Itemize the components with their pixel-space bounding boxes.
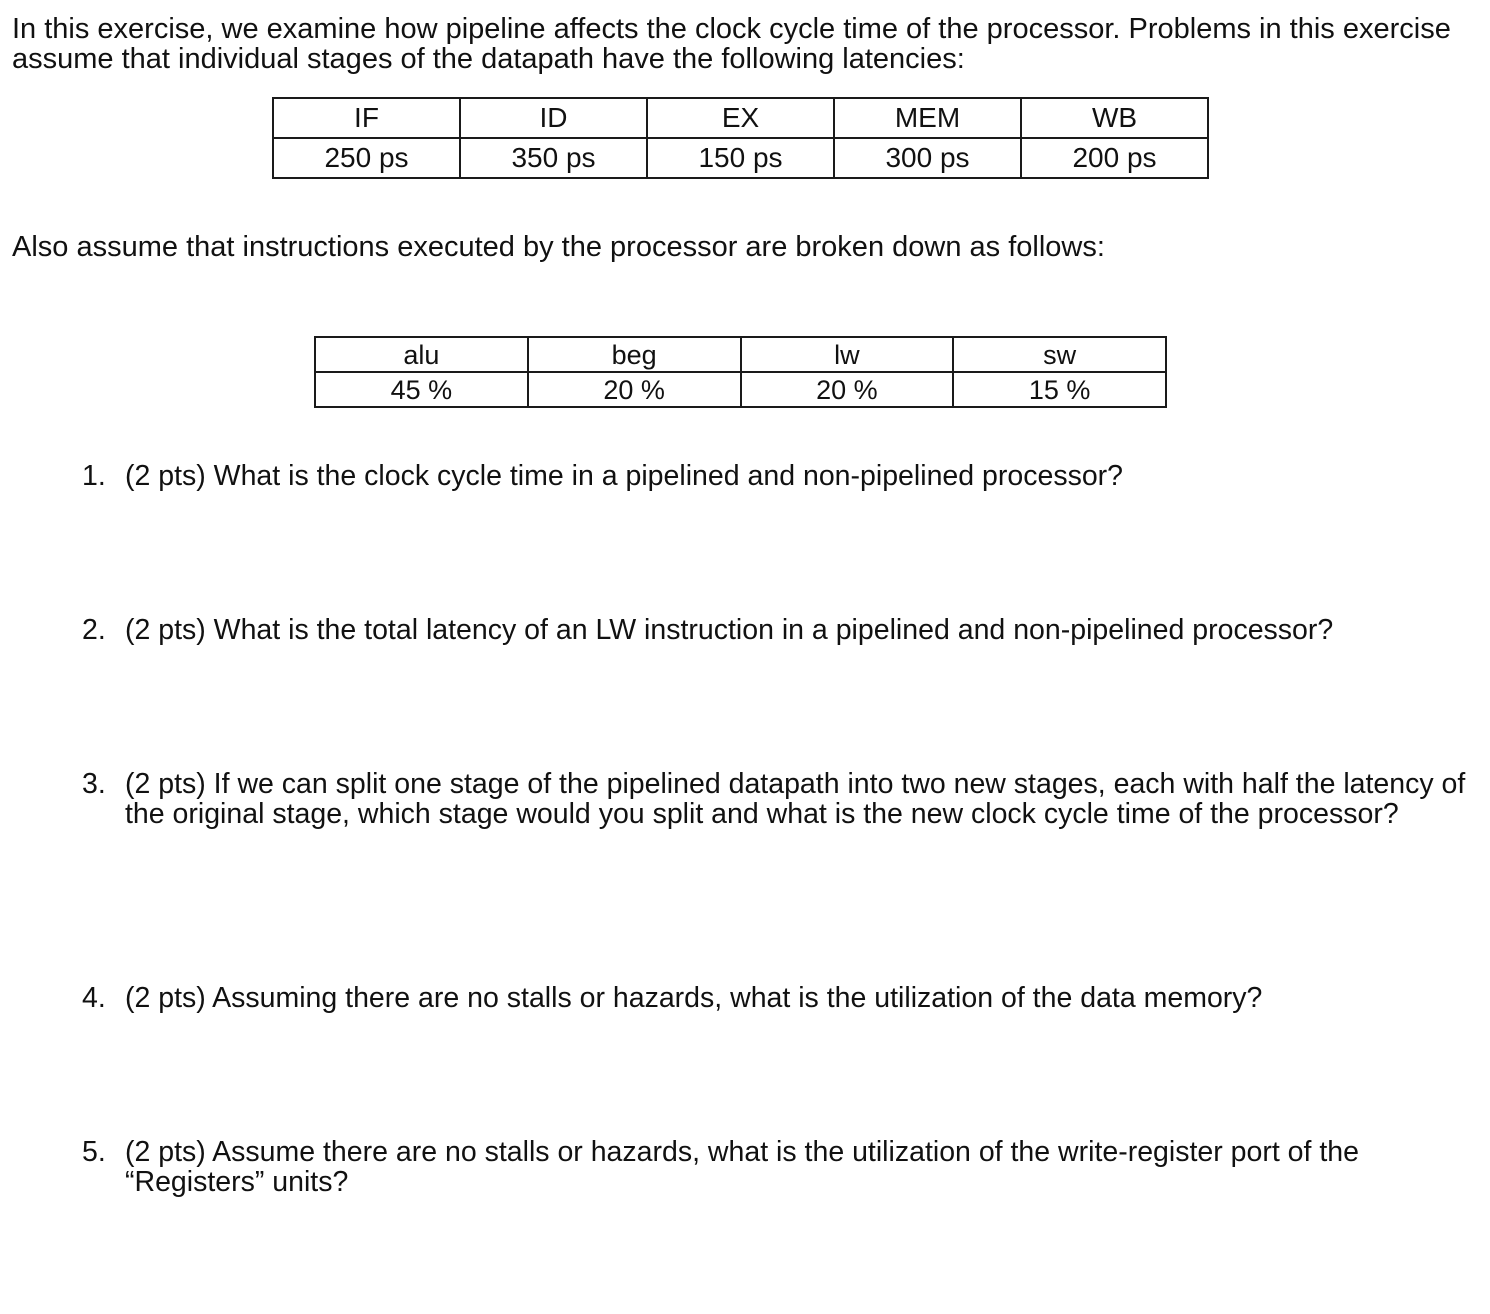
latency-value-row — [273, 138, 1208, 178]
question-number: 4. — [82, 982, 106, 1014]
question-number: 5. — [82, 1136, 106, 1168]
instr-alu-share: 45 % — [315, 372, 528, 407]
mix-value-row — [315, 372, 1166, 407]
stage-mem-header: MEM — [834, 98, 1021, 138]
stage-wb-latency: 200 ps — [1021, 138, 1208, 178]
question-2 — [82, 615, 1477, 645]
stage-if-latency: 250 ps — [273, 138, 460, 178]
stage-mem-latency: 300 ps — [834, 138, 1021, 178]
question-text: (2 pts) If we can split one stage of the pipelined datapath into two new stages, each with half the latency of the original stage, which stage would you split and what is the new clock cycle time of the processor? — [125, 768, 1466, 830]
instruction-mix-table — [314, 336, 1167, 408]
question-text: (2 pts) Assuming there are no stalls or hazards, what is the utilization of the data memory? — [125, 982, 1263, 1014]
question-3 — [82, 769, 1477, 829]
instr-alu-header: alu — [315, 337, 528, 372]
question-number: 2. — [82, 614, 106, 646]
stage-id-latency: 350 ps — [460, 138, 647, 178]
question-text: (2 pts) What is the clock cycle time in a pipelined and non-pipelined processor? — [125, 460, 1124, 492]
stage-ex-latency: 150 ps — [647, 138, 834, 178]
question-5 — [82, 1137, 1477, 1197]
question-1 — [82, 461, 1477, 491]
instr-beg-header: beg — [528, 337, 741, 372]
instr-sw-header: sw — [953, 337, 1166, 372]
instr-lw-header: lw — [741, 337, 954, 372]
intro-paragraph: In this exercise, we examine how pipeline affects the clock cycle time of the processor. Problems in this exercise assume that individual stages of the datapath have the following latencies: — [12, 13, 1451, 75]
question-number: 3. — [82, 768, 106, 800]
question-text: (2 pts) What is the total latency of an LW instruction in a pipelined and non-pipelined processor? — [125, 614, 1334, 646]
stage-wb-header: WB — [1021, 98, 1208, 138]
stage-latency-table — [272, 97, 1209, 179]
stage-if-header: IF — [273, 98, 460, 138]
stage-ex-header: EX — [647, 98, 834, 138]
instr-lw-share: 20 % — [741, 372, 954, 407]
instr-sw-share: 15 % — [953, 372, 1166, 407]
instr-beg-share: 20 % — [528, 372, 741, 407]
mix-header-row — [315, 337, 1166, 372]
question-text: (2 pts) Assume there are no stalls or hazards, what is the utilization of the write-register port of the “Registers” units? — [125, 1136, 1359, 1198]
question-4 — [82, 983, 1477, 1013]
stage-id-header: ID — [460, 98, 647, 138]
instruction-mix-intro: Also assume that instructions executed by the processor are broken down as follows: — [12, 231, 1105, 263]
question-number: 1. — [82, 460, 106, 492]
latency-header-row — [273, 98, 1208, 138]
